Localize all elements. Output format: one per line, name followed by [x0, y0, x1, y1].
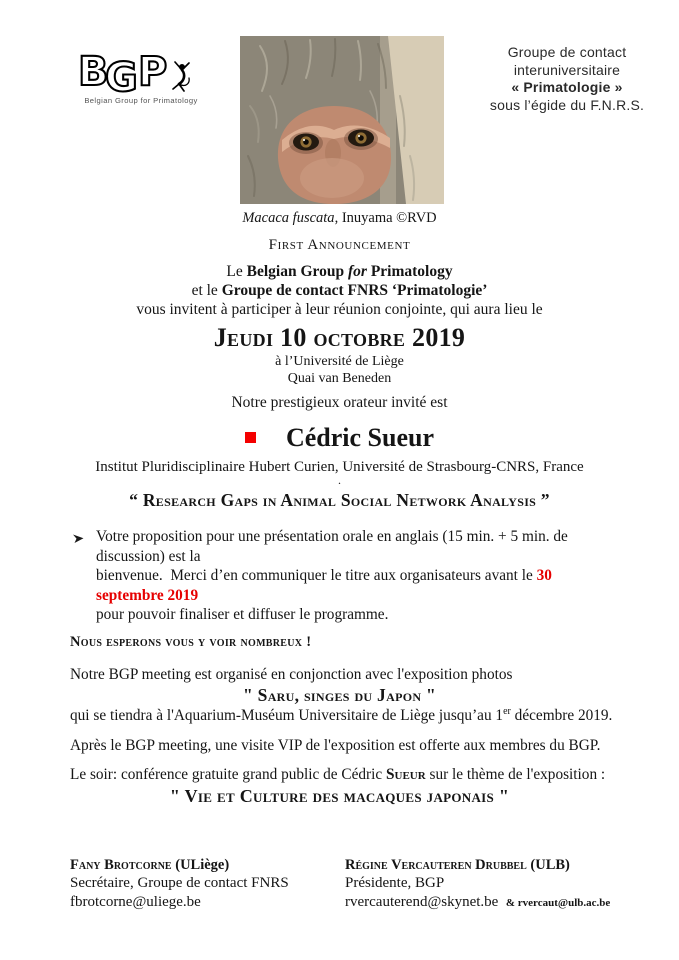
red-square-bullet-icon: [245, 432, 256, 443]
hope-line: Nous esperons vous y voir nombreux !: [70, 633, 312, 650]
monkey-left-eye: [293, 134, 319, 151]
header: [0, 0, 679, 205]
speaker-line: [0, 422, 679, 458]
expo-title: " Saru, singes du Japon ": [242, 685, 436, 705]
arrow-bullet-icon: [72, 531, 85, 551]
contact-group-line-2: interuniversitaire: [513, 61, 621, 78]
vip-line: Après le BGP meeting, une visite VIP de l'exposition est offerte aux membres du BGP.: [70, 736, 601, 754]
expo-duration-line: qui se tiendra à l'Aquarium-Muséum Universitaire de Liège jusqu’au 1er décembre 2019.: [70, 705, 613, 724]
logo-letter-p: P: [138, 49, 168, 95]
contact-role-right: Présidente, BGP: [345, 875, 445, 891]
contact-name-right: Régine Vercauteren Drubbel (ULB): [345, 856, 570, 873]
proposal-line-3: pour pouvoir finaliser et diffuser le programme.: [96, 606, 389, 623]
organizers-block: [0, 262, 679, 319]
venue-line-1: à l’Université de Liège: [275, 354, 404, 369]
separator-dot: .: [338, 473, 341, 487]
photo-credit: , Inuyama ©RVD: [334, 210, 437, 226]
expo-intro-line: Notre BGP meeting est organisé en conjonction avec l'exposition photos: [70, 665, 513, 683]
species-name: Macaca fuscata: [242, 210, 335, 226]
lecture-title: " Vie et Culture des macaques japonais ": [169, 785, 510, 806]
footer-left-contact: [70, 856, 345, 913]
speaker-name: Cédric Sueur: [285, 423, 435, 452]
contact-group-line-4: sous l’égide du F.N.R.S.: [489, 96, 645, 113]
footer: [0, 856, 679, 913]
organizer-line-2: et le Groupe de contact FNRS ‘Primatologie’: [191, 282, 488, 299]
photo-caption: [0, 209, 679, 227]
invite-line: vous invitent à participer à leur réunion conjointe, qui aura lieu le: [136, 301, 543, 318]
secondary-email: & rvercaut@ulb.ac.be: [505, 896, 611, 909]
event-date: Jeudi 10 octobre 2019: [213, 323, 466, 352]
logo-caption: Belgian Group for Primatology: [84, 96, 198, 105]
bgp-logo-graphic: [78, 48, 210, 108]
first-announcement-kicker: First Announcement: [268, 237, 411, 253]
organizer-line-1: Le Belgian Group for Primatology: [226, 263, 453, 280]
monkey-silhouette-icon: [173, 62, 189, 91]
contact-group-line-3: « Primatologie »: [511, 79, 623, 95]
deadline-date: 30 septembre 2019: [96, 567, 552, 604]
contact-email-left: fbrotcorne@uliege.be: [70, 893, 201, 910]
contact-email-right: rvercauterend@skynet.be & rvercaut@ulb.ac.be: [345, 893, 611, 910]
contact-group-line-1: Groupe de contact: [507, 44, 627, 60]
evening-speaker-name: Sueur: [386, 766, 426, 783]
footer-right-contact: [345, 856, 645, 913]
speaker-intro: Notre prestigieux orateur invité est: [231, 394, 448, 411]
bgp-logo: [78, 48, 210, 108]
logo-letter-b: B: [78, 49, 109, 95]
contact-group-block: [460, 44, 674, 114]
proposal-line-2: bienvenue. Merci d’en communiquer le titre aux organisateurs avant le 30 septembre 2019: [96, 567, 552, 604]
logo-letter-g: G: [105, 55, 138, 101]
speaker-affiliation: Institut Pluridisciplinaire Hubert Curien, Université de Strasbourg-CNRS, France: [95, 459, 584, 475]
contact-role-left: Secrétaire, Groupe de contact FNRS: [70, 875, 289, 891]
macaque-photo: [240, 36, 444, 204]
evening-lecture-line: Le soir: conférence gratuite grand public de Cédric Sueur sur le thème de l'exposition :: [70, 766, 606, 783]
ordinal-superscript: er: [503, 705, 511, 717]
venue-line-2: Quai van Beneden: [287, 371, 392, 386]
proposal-item: [96, 527, 621, 625]
proposal-line-1: Votre proposition pour une présentation orale en anglais (15 min. + 5 min. de discussion) est la: [96, 528, 568, 565]
monkey-right-eye: [348, 130, 374, 147]
contact-name-left: Fany Brotcorne (ULiège): [70, 856, 230, 873]
talk-title: “ Research Gaps in Animal Social Network Analysis ”: [129, 490, 550, 510]
